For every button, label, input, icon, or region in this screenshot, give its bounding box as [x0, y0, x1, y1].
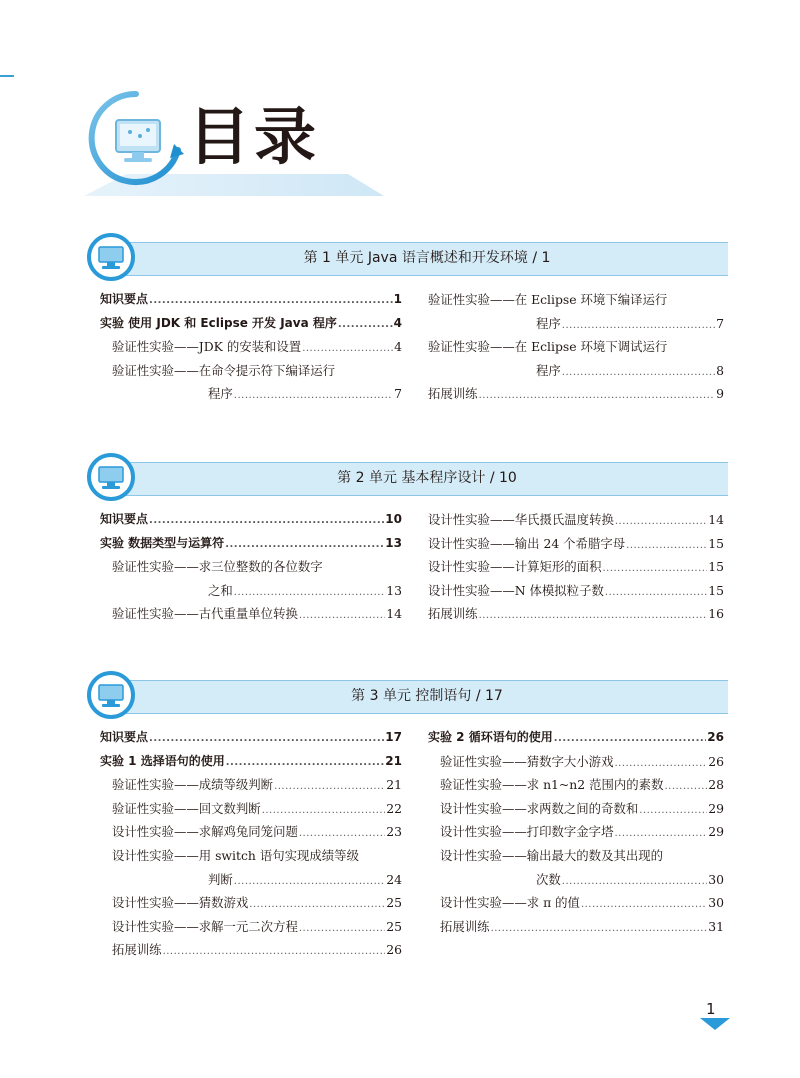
computer-icon: [86, 232, 136, 282]
toc-entry[interactable]: 拓展训练 ..... 16: [428, 602, 724, 626]
toc-entry[interactable]: 实验 1 选择语句的使用 ..... 21: [100, 750, 402, 774]
toc-entry[interactable]: 验证性实验——在 Eclipse 环境下编译运行: [428, 292, 668, 307]
unit-header: [86, 670, 728, 724]
unit-title[interactable]: 第 1 单元 Java 语言概述和开发环境 / 1: [303, 250, 551, 266]
toc-entry[interactable]: 验证性实验——JDK 的安装和设置 ..... 4: [100, 335, 402, 359]
toc-entry[interactable]: 知识要点 ..... 1: [100, 288, 402, 312]
unit-title[interactable]: 第 2 单元 基本程序设计 / 10: [337, 470, 517, 486]
toc-entry[interactable]: 设计性实验——华氏摄氏温度转换 ..... 14: [428, 508, 724, 532]
computer-icon: [86, 670, 136, 720]
toc-entry[interactable]: 知识要点 ..... 17: [100, 726, 402, 750]
left-toc-column: [100, 726, 402, 962]
left-toc-column: [100, 508, 402, 626]
toc-entry[interactable]: 验证性实验——求 n1~n2 范围内的素数 ..... 28: [428, 773, 724, 797]
left-toc-column: [100, 288, 402, 406]
computer-icon: [86, 452, 136, 502]
toc-entry[interactable]: 验证性实验——求三位整数的各位数字: [112, 559, 323, 575]
toc-entry[interactable]: 拓展训练 ..... 31: [428, 915, 724, 939]
page-title: 目录: [188, 100, 321, 173]
unit-2-section: [86, 452, 728, 628]
toc-entry[interactable]: 设计性实验——求两数之间的奇数和 ..... 29: [428, 797, 724, 821]
toc-entry[interactable]: 设计性实验——N 体模拟粒子数 ..... 15: [428, 579, 724, 603]
toc-entry-continued[interactable]: 次数 ..... 30: [428, 868, 724, 892]
toc-entry[interactable]: 拓展训练 ..... 9: [428, 382, 724, 406]
toc-entry[interactable]: 拓展训练 ..... 26: [100, 938, 402, 962]
toc-entry[interactable]: 设计性实验——猜数游戏 ..... 25: [100, 891, 402, 915]
toc-entry[interactable]: 实验 数据类型与运算符 ..... 13: [100, 532, 402, 556]
toc-entry-continued[interactable]: 之和 ..... 13: [100, 579, 402, 603]
toc-entry-continued[interactable]: 程序 ..... 7: [100, 382, 402, 406]
toc-entry[interactable]: 设计性实验——求 π 的值 ..... 30: [428, 891, 724, 915]
unit-header: [86, 452, 728, 506]
toc-entry-continued[interactable]: 程序 ..... 8: [428, 359, 724, 383]
toc-entry[interactable]: 验证性实验——在 Eclipse 环境下调试运行: [428, 339, 668, 355]
title-block: [84, 88, 384, 196]
page-number: 1: [706, 1000, 716, 1018]
monitor-circle-icon: [86, 88, 186, 188]
toc-entry[interactable]: 设计性实验——输出最大的数及其出现的: [440, 847, 664, 863]
unit-title[interactable]: 第 3 单元 控制语句 / 17: [351, 688, 503, 704]
toc-entry-continued[interactable]: 程序 ..... 7: [428, 312, 724, 336]
unit-3-section: [86, 670, 728, 966]
toc-entry[interactable]: 验证性实验——猜数字大小游戏 ..... 26: [428, 750, 724, 774]
toc-entry[interactable]: 验证性实验——在命令提示符下编译运行: [112, 362, 336, 378]
corner-mark: [0, 75, 14, 77]
toc-entry[interactable]: 设计性实验——计算矩形的面积 ..... 15: [428, 555, 724, 579]
unit-header: [86, 232, 728, 286]
toc-entry[interactable]: 设计性实验——求解鸡兔同笼问题 ..... 23: [100, 820, 402, 844]
right-toc-column: [428, 726, 724, 938]
toc-entry[interactable]: 设计性实验——输出 24 个希腊字母 ..... 15: [428, 532, 724, 556]
toc-entry[interactable]: 知识要点 ..... 10: [100, 508, 402, 532]
toc-entry[interactable]: 实验 2 循环语句的使用 ..... 26: [428, 726, 724, 750]
toc-entry[interactable]: 验证性实验——回文数判断 ..... 22: [100, 797, 402, 821]
toc-entry[interactable]: 验证性实验——成绩等级判断 ..... 21: [100, 773, 402, 797]
unit-1-section: [86, 232, 728, 408]
triangle-marker-icon: [700, 1018, 730, 1030]
toc-entry[interactable]: 验证性实验——古代重量单位转换 ..... 14: [100, 602, 402, 626]
toc-entry[interactable]: 设计性实验——打印数字金字塔 ..... 29: [428, 820, 724, 844]
toc-entry[interactable]: 设计性实验——求解一元二次方程 ..... 25: [100, 915, 402, 939]
toc-entry-continued[interactable]: 判断 ..... 24: [100, 868, 402, 892]
right-toc-column: [428, 288, 724, 406]
right-toc-column: [428, 508, 724, 626]
toc-entry[interactable]: 实验 使用 JDK 和 Eclipse 开发 Java 程序 ..... 4: [100, 312, 402, 336]
toc-entry[interactable]: 设计性实验——用 switch 语句实现成绩等级: [112, 847, 359, 863]
